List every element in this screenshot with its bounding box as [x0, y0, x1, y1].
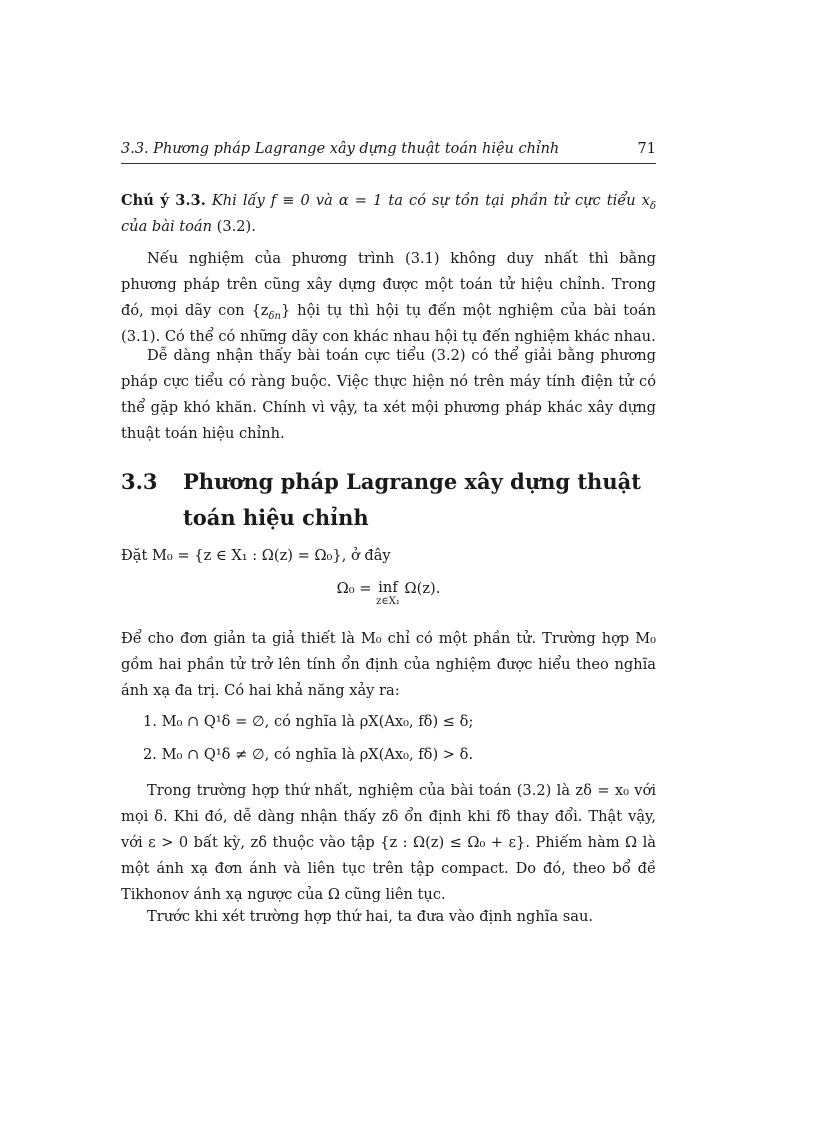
page-number: 71: [637, 141, 656, 157]
formula-op: inf: [378, 579, 398, 596]
list-item-2: 2. M₀ ∩ Q¹δ ≠ ∅, có nghĩa là ρX(Ax₀, fδ) > δ.: [143, 746, 474, 763]
paragraph-assumption: Để cho đơn giản ta giả thiết là M₀ chỉ có một phần tử. Trường hợp M₀ gồm hai phần tử trở lên tính ổn định của nghiệm được hiểu theo nghĩa ánh xạ đa trị. Có hai khả năng xảy ra:: [121, 630, 656, 699]
display-formula: [121, 580, 656, 608]
paragraph-nonunique: [121, 246, 656, 350]
formula-lhs: Ω₀ =: [336, 580, 377, 597]
running-header: [121, 141, 656, 164]
section-title: Phương pháp Lagrange xây dựng thuật toán hiệu chỉnh: [183, 469, 641, 530]
formula-sub: z∈X₁: [376, 596, 400, 607]
remark-text-b: của bài toán: [121, 218, 213, 235]
paragraph-case-one: Trong trường hợp thứ nhất, nghiệm của bài toán (3.2) là zδ = x₀ với mọi δ. Khi đó, dễ dàng nhận thấy zδ ổn định khi fδ thay đổi. Thật vậy, với ε > 0 bất kỳ, zδ thuộc vào tập {z : Ω(z) ≤ Ω₀ + ε}. Phiếm hàm Ω là một ánh xạ đơn ánh và liên tục trên tập compact. Do đó, theo bổ đề Tikhonov ánh xạ ngược của Ω cũng liên tục.: [121, 782, 656, 903]
paragraph-case-two-intro: Trước khi xét trường hợp thứ hai, ta đưa vào định nghĩa sau.: [147, 908, 594, 925]
remark-3-3: [121, 188, 656, 240]
section-number: 3.3: [121, 469, 158, 494]
paragraph-1-sub: δn: [268, 310, 281, 322]
header-title: 3.3. Phương pháp Lagrange xây dựng thuật toán hiệu chỉnh: [121, 141, 560, 157]
formula-rhs: Ω(z).: [399, 580, 441, 597]
remark-ref: (3.2).: [212, 218, 256, 235]
paragraph-1-a: Nếu nghiệm của phương trình (3.1) không duy nhất thì bằng phương pháp trên cũng xây dựng được một toán tử hiệu chỉnh. Trong đó, mọi dãy con {z: [121, 250, 656, 319]
paragraph-1-b: } hội tụ thì hội tụ đến một nghiệm của bài toán (3.1). Có thể có những dãy con khác nhau hội tụ đến nghiệm khác nhau.: [121, 302, 656, 345]
remark-text-a: Khi lấy f ≡ 0 và α = 1 ta có sự tồn tại phần tử cực tiểu x: [211, 192, 650, 209]
remark-label: Chú ý 3.3.: [121, 192, 206, 209]
paragraph-constrained-min: Dễ dàng nhận thấy bài toán cực tiểu (3.2) có thể giải bằng phương pháp cực tiểu có ràng buộc. Việc thực hiện nó trên máy tính điện tử có thể gặp khó khăn. Chính vì vậy, ta xét mội phương pháp khác xây dựng thuật toán hiệu chỉnh.: [121, 347, 656, 442]
list-item-1: 1. M₀ ∩ Q¹δ = ∅, có nghĩa là ρX(Ax₀, fδ) ≤ δ;: [143, 713, 474, 730]
remark-sub: δ: [649, 200, 656, 212]
definition-line: Đặt M₀ = {z ∈ X₁ : Ω(z) = Ω₀}, ở đây: [121, 547, 391, 564]
formula-inf: [376, 580, 400, 608]
